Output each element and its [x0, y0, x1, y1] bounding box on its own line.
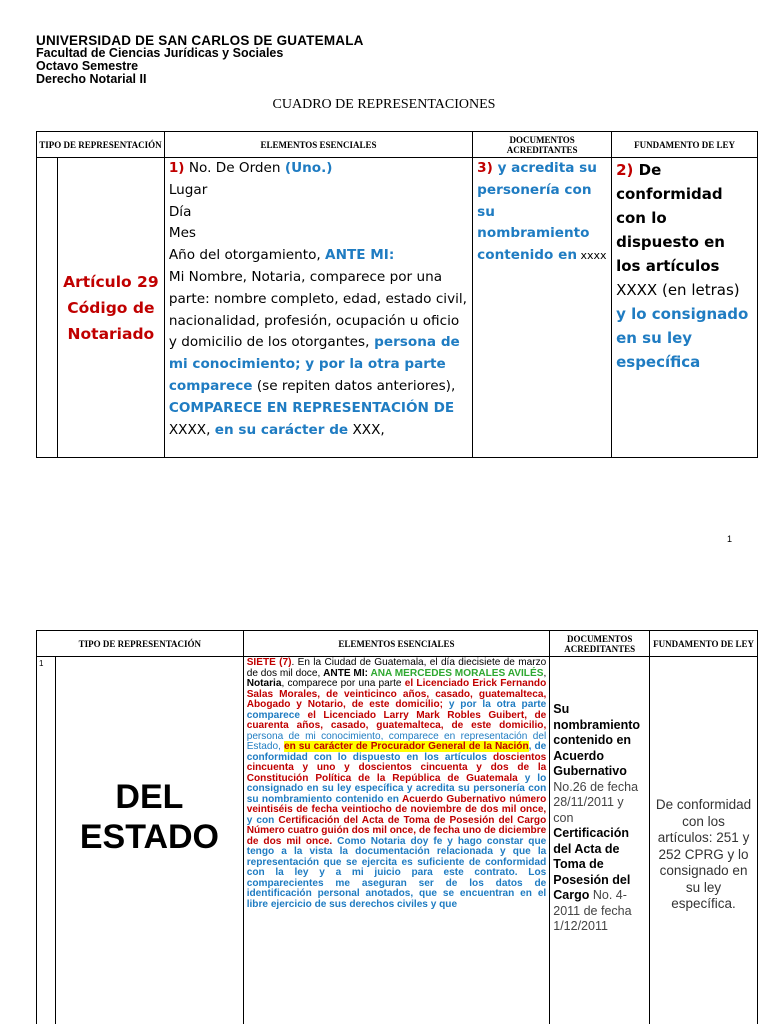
step-3-label: 3)	[477, 160, 493, 176]
nombramiento-text: Su nombramiento contenido en Acuerdo Gubernativo	[553, 702, 641, 778]
conocimiento-text: persona de mi conocimiento; y por la otra parte comparece	[168, 334, 460, 394]
page-number: 1	[727, 534, 733, 544]
orden-text: No. De Orden	[184, 160, 285, 176]
notary-name: ANA MERCEDES MORALES AVILÉS	[370, 667, 544, 679]
elementos-cell	[164, 158, 472, 458]
table-row	[37, 158, 758, 458]
header-tipo: TIPO DE REPRESENTACIÓN	[37, 132, 165, 158]
header-documentos: DOCUMENTOS ACREDITANTES	[550, 631, 650, 657]
header-elementos: ELEMENTOS ESENCIALES	[164, 132, 472, 158]
uno-text: (Uno.)	[284, 160, 333, 176]
step-1-label: 1)	[168, 160, 185, 176]
acuerdo-text: Acuerdo Gubernativo número veintiséis de fecha veintiocho de noviembre de dos mil once,	[246, 793, 547, 815]
siete-num-text: (7)	[275, 657, 292, 668]
repiten-text: (se repiten datos anteriores),	[252, 377, 456, 394]
anio-text: Año del otorgamiento,	[168, 247, 326, 264]
representation-table-template	[36, 131, 758, 458]
ante-mi-text: ANTE MI:	[325, 247, 395, 264]
faculty-name: Facultad de Ciencias Jurídicas y Sociales	[36, 46, 284, 60]
row-number-cell: 1	[37, 657, 56, 1024]
tipo-cell: Artículo 29 Código de Notariado	[57, 158, 164, 458]
elementos-cell	[243, 657, 550, 1024]
document-header	[36, 34, 364, 86]
documentos-cell	[473, 158, 612, 458]
xxxx-text: XXXX,	[168, 421, 215, 438]
representation-table-example	[36, 630, 758, 1024]
comparece-rep-text: COMPARECE EN REPRESENTACIÓN DE	[168, 399, 455, 416]
university-name: UNIVERSIDAD DE SAN CARLOS DE GUATEMALA	[36, 33, 364, 48]
semester: Octavo Semestre	[36, 59, 139, 73]
fundamento-cell	[612, 158, 758, 458]
dia-text: Día	[168, 203, 192, 220]
caracter-text: en su carácter de	[214, 421, 349, 438]
fund-xxxx-text: XXXX (en letras)	[616, 281, 740, 299]
row-number-cell	[37, 158, 58, 458]
mi-nombre-text: Mi Nombre, Notaria, comparece por una parte: nombre completo, edad, estado civil, nacionalidad, profesión, ocupación u oficio y domicilio de los otorgantes,	[168, 268, 467, 351]
cert-ref-text: No. 4-2011 de fecha 1/12/2011	[553, 888, 632, 933]
conformidad-text: , de conformidad con lo dispuesto en los artículos	[246, 741, 547, 763]
conformidad-text: De conformidad con lo dispuesto en los artículos	[616, 161, 725, 275]
articulos-text: doscientos cincuenta y uno y doscientos cincuenta y dos de la Constitución Política de la República de Guatemala	[246, 751, 547, 784]
tipo-cell: DEL ESTADO	[56, 657, 244, 1024]
conocimiento-text: persona de mi conocimiento, comparece en representación del Estado,	[246, 730, 547, 752]
lugar-text: Lugar	[168, 181, 208, 198]
document-title: CUADRO DE REPRESENTACIONES	[272, 97, 496, 112]
header-tipo: TIPO DE REPRESENTACIÓN	[37, 631, 244, 657]
fundamento-cell: De conformidad con los artículos: 251 y 252 CPRG y lo consignado en su ley específica.	[650, 657, 758, 1024]
xxx-text: XXX,	[348, 421, 385, 438]
certificacion-text: Certificación del Acta de Toma de Posesión del Cargo	[553, 826, 631, 902]
step-2-label: 2)	[616, 161, 634, 179]
table-header-row	[37, 132, 758, 158]
first-party-text: el Licenciado Erick Fernando Salas Morales, de veinticinco años, casado, guatemalteca, Abogado y Notario, de este domicilio;	[246, 678, 547, 710]
siete-text: SIETE	[246, 657, 276, 668]
docs-xxxx-text: xxxx	[577, 249, 607, 263]
certificacion-text: Certificación del Acta de Toma de Posesión del Cargo Número cuatro guión dos mil once, de fecha uno de diciembre de dos mil once.	[246, 814, 547, 847]
comparece-text: , comparece por una parte	[281, 678, 405, 689]
header-documentos: DOCUMENTOS ACREDITANTES	[473, 132, 612, 158]
header-fundamento: FUNDAMENTO DE LEY	[650, 631, 758, 657]
mes-text: Mes	[168, 225, 197, 242]
documentos-cell	[550, 657, 650, 1024]
table-row	[37, 657, 758, 1024]
header-elementos: ELEMENTOS ESENCIALES	[243, 631, 550, 657]
acredita-text: y lo consignado en su ley específica y acredita su personería con su nombramiento contenido en	[246, 772, 547, 805]
consignado-text: y lo consignado en su ley específica	[616, 305, 749, 371]
table-header-row	[37, 631, 758, 657]
doy-fe-text: Como Notaria doy fe y hago constar que tengo a la vista la documentación relacionada y que la representación que se ejercita es suficiente de conformidad con la ley y a mi juicio para este contrato. Los comparecientes me aseguran ser de los datos de identificación personal anotados, que se encuentran en el libre ejercicio de sus derechos civiles y que	[246, 835, 547, 910]
intro-text: . En la Ciudad de Guatemala, el día diecisiete de marzo de dos mil doce,	[246, 657, 547, 679]
comma-text: ,	[543, 667, 547, 679]
caracter-text: en su carácter de Procurador General de la Nación	[283, 741, 529, 752]
ante-mi-text: ANTE MI:	[323, 667, 371, 679]
otra-parte-text: y por la otra parte comparece	[246, 699, 547, 721]
notaria-text: Notaria	[246, 678, 282, 689]
header-fundamento: FUNDAMENTO DE LEY	[612, 132, 758, 158]
course-name: Derecho Notarial II	[36, 72, 147, 86]
y-con-text: y con	[246, 814, 275, 826]
second-party-text: el Licenciado Larry Mark Robles Guibert, de cuarenta años, casado, guatemalteca, de este domicilio,	[246, 709, 547, 731]
acredita-text: y acredita su personería con su nombramiento contenido en	[477, 160, 597, 264]
acuerdo-ref-text: No.26 de fecha 28/11/2011 y con	[553, 779, 639, 825]
